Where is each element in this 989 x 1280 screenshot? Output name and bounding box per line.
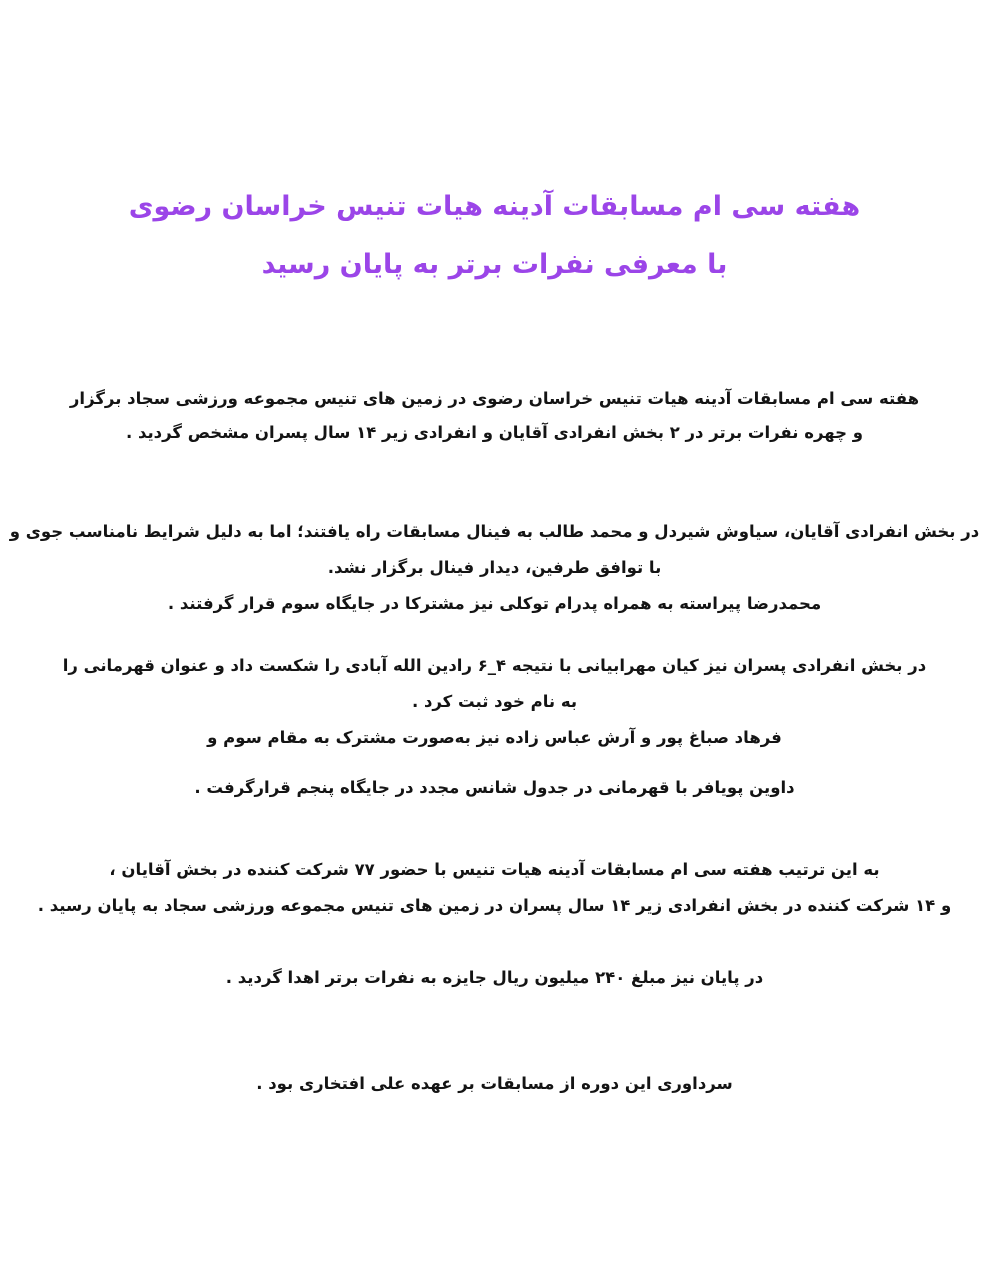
boys-section-line: به نام خود ثبت کرد .: [411, 692, 578, 711]
referee-paragraph: [0, 1066, 989, 1102]
men-section-line: در بخش انفرادی آقایان، سیاوش شیردل و محمد طالب به فینال مسابقات راه یافتند؛ اما به دلیل شرایط نامناسب جوی و: [9, 522, 980, 541]
intro-paragraph: [0, 382, 989, 450]
intro-line: هفته سی ام مسابقات آدینه هیات تنیس خراسان رضوی در زمین های تنیس مجموعه ورزشی سجاد برگزار: [69, 389, 920, 408]
boys-section-fifth-place: [0, 770, 989, 806]
fifth-place-line: داوین پویافر با قهرمانی در جدول شانس مجدد در جایگاه پنجم قرارگرفت .: [194, 778, 795, 797]
summary-paragraph: [0, 852, 989, 924]
headline-line-2: با معرفی نفرات برتر به پایان رسید: [261, 249, 728, 280]
intro-line: و چهره نفرات برتر در ۲ بخش انفرادی آقایان و انفرادی زیر ۱۴ سال پسران مشخص گردید .: [125, 423, 864, 442]
prize-line: در پایان نیز مبلغ ۲۴۰ میلیون ریال جایزه به نفرات برتر اهدا گردید .: [225, 968, 764, 987]
referee-line: سرداوری این دوره از مسابقات بر عهده علی افتخاری بود .: [256, 1074, 733, 1093]
boys-section-line: در بخش انفرادی پسران نیز کیان مهرابیانی با نتیجه ۴_۶ رادین الله آبادی را شکست داد و عنوان قهرمانی را: [62, 656, 927, 675]
men-section-line: محمدرضا پیراسته به همراه پدرام توکلی نیز مشترکا در جایگاه سوم قرار گرفتند .: [167, 594, 822, 613]
men-section-paragraph: [0, 514, 989, 622]
prize-paragraph: [0, 960, 989, 996]
summary-line: و ۱۴ شرکت کننده در بخش انفرادی زیر ۱۴ سال پسران در زمین های تنیس مجموعه ورزشی سجاد به پایان رسید .: [37, 896, 952, 915]
summary-line: به این ترتیب هفته سی ام مسابقات آدینه هیات تنیس با حضور ۷۷ شرکت کننده در بخش آقایان ،: [109, 860, 880, 879]
men-section-line: با توافق طرفین، دیدار فینال برگزار نشد.: [327, 558, 662, 577]
headline-line-1: هفته سی ام مسابقات آدینه هیات تنیس خراسان رضوی: [128, 191, 861, 222]
boys-section-paragraph: [0, 648, 989, 756]
headline: [0, 178, 989, 294]
boys-section-line: فرهاد صباغ پور و آرش عباس زاده نیز به‌صورت مشترک به مقام سوم و: [207, 728, 782, 747]
